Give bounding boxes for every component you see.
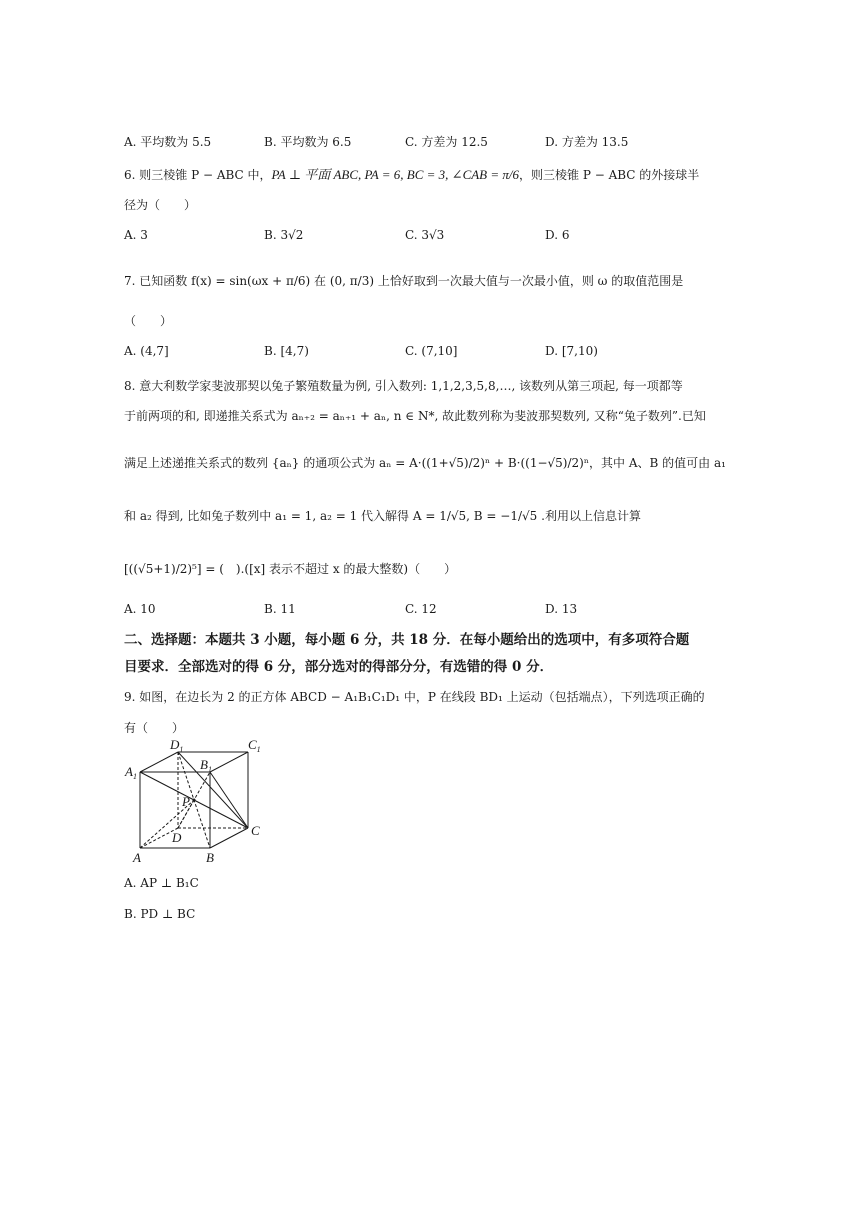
diag-b1-c xyxy=(210,772,248,828)
q8-line5: [((√5+1)/2)⁵] = ( ).([x] 表示不超过 x 的最大整数)（ ） xyxy=(124,562,457,576)
section2-heading-line2: 目要求．全部选对的得 6 分，部分选对的得部分分，有选错的得 0 分． xyxy=(124,659,554,675)
edge-c1-b1 xyxy=(210,752,248,772)
q6-option-c: C. 3√3 xyxy=(405,228,445,242)
q8-option-d: D. 13 xyxy=(545,602,578,616)
q7-line2: （ ） xyxy=(124,314,173,328)
q8-option-b: B. 11 xyxy=(264,602,296,616)
q6-option-a: A. 3 xyxy=(124,228,148,242)
label-d: D xyxy=(172,830,182,845)
label-b: B xyxy=(206,850,214,865)
q8-line1: 8. 意大利数学家斐波那契以兔子繁殖数量为例, 引入数列: 1,1,2,3,5,8,…, 该数列从第三项起, 每一项都等 xyxy=(124,379,683,393)
q6-option-d: D. 6 xyxy=(545,228,570,242)
edge-b-c xyxy=(210,828,248,848)
q8-line3: 满足上述递推关系式的数列 {aₙ} 的通项公式为 aₙ = A·((1+√5)/2)ⁿ + B·((1−√5)/2)ⁿ，其中 A、B 的值可由 a₁ xyxy=(124,456,726,470)
q8-line4: 和 a₂ 得到, 比如兔子数列中 a₁ = 1, a₂ = 1 代入解得 A = 1/√5, B = −1/√5 .利用以上信息计算 xyxy=(124,509,641,523)
q7-stem: 7. 已知函数 f(x) = sin(ωx + π/6) 在 (0, π/3) 上恰好取到一次最大值与一次最小值，则 ω 的取值范围是 xyxy=(124,274,684,288)
label-a: A xyxy=(133,850,141,865)
q9-line2: 有（ ） xyxy=(124,721,185,735)
label-p: P xyxy=(182,794,190,809)
q6-option-b: B. 3√2 xyxy=(264,228,304,242)
diag-d1-c xyxy=(178,752,248,828)
q6-stem xyxy=(124,164,700,183)
q9-option-a: A. AP ⊥ B₁C xyxy=(124,876,199,890)
edge-a1-d1 xyxy=(140,752,178,772)
q5-option-b: B. 平均数为 6.5 xyxy=(264,135,352,149)
q8-option-a: A. 10 xyxy=(124,602,156,616)
q7-option-d: D. [7,10) xyxy=(545,344,598,358)
section2-heading-line1: 二、选择题：本题共 3 小题，每小题 6 分，共 18 分．在每小题给出的选项中，有多项符合题 xyxy=(124,632,690,648)
label-b1: $B_1$ xyxy=(200,757,212,774)
cube-figure xyxy=(120,738,270,866)
q7-option-a: A. (4,7] xyxy=(124,344,169,358)
label-c1: $C_1$ xyxy=(248,738,261,754)
q7-option-c: C. (7,10] xyxy=(405,344,458,358)
q5-option-c: C. 方差为 12.5 xyxy=(405,135,488,149)
q8-line2: 于前两项的和, 即递推关系式为 aₙ₊₂ = aₙ₊₁ + aₙ, n ∈ N*, 故此数列称为斐波那契数列, 又称“兔子数列”.已知 xyxy=(124,409,706,423)
label-c: C xyxy=(251,823,260,838)
q6-line2: 径为（ ） xyxy=(124,198,197,212)
point-p xyxy=(193,799,196,802)
q6-math: PA ⊥ 平面 ABC, PA = 6, BC = 3, ∠CAB = π/6 xyxy=(271,167,520,182)
q9-line1: 9. 如图，在边长为 2 的正方体 ABCD − A₁B₁C₁D₁ 中，P 在线段 BD₁ 上运动（包括端点），下列选项正确的 xyxy=(124,690,705,704)
q8-option-c: C. 12 xyxy=(405,602,437,616)
label-d1: $D_1$ xyxy=(170,738,184,754)
q6-prefix: 6. 则三棱锥 P − ABC 中， xyxy=(124,168,272,182)
q9-option-b: B. PD ⊥ BC xyxy=(124,907,196,921)
q5-option-d: D. 方差为 13.5 xyxy=(545,135,629,149)
q6-suffix: ，则三棱锥 P − ABC 的外接球半 xyxy=(519,168,700,182)
label-a1: $A_1$ xyxy=(125,764,137,781)
q5-option-a: A. 平均数为 5.5 xyxy=(124,135,212,149)
q7-option-b: B. [4,7) xyxy=(264,344,309,358)
